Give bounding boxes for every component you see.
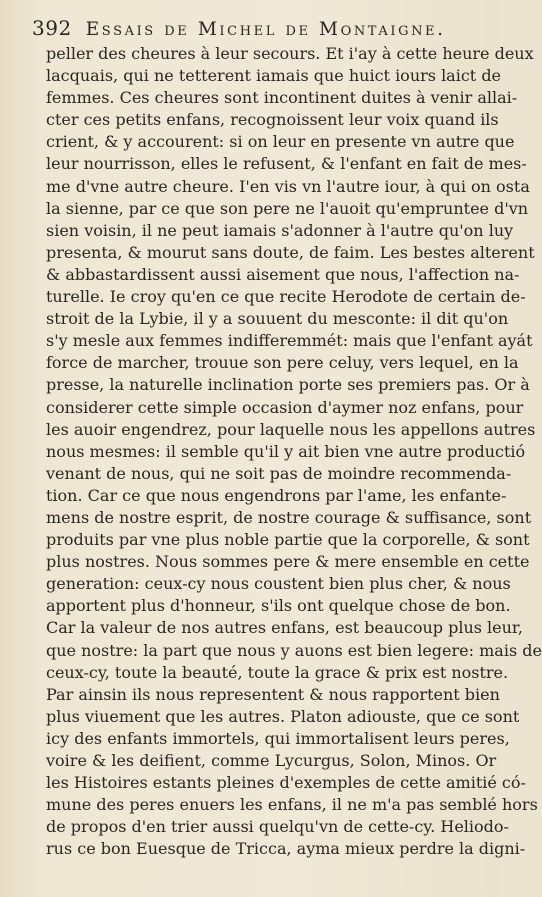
text-line: generation: ceux-cy nous coustent bien plus cher, & nous	[46, 574, 511, 594]
text-line: s'y mesle aux femmes indifferemmét: mais que l'enfant ayát	[46, 331, 533, 351]
text-line: tion. Car ce que nous engendrons par l'ame, les enfante-	[46, 485, 507, 505]
text-line: lacquais, qui ne tetterent iamais que huict iours laict de	[46, 66, 502, 86]
text-line: icy des enfants immortels, qui immortalisent leurs peres,	[46, 728, 510, 748]
text-line: produits par vne plus noble partie que la corporelle, & sont	[46, 530, 530, 550]
text-line: Car la valeur de nos autres enfans, est beaucoup plus leur,	[46, 618, 523, 638]
text-line: & abbastardissent aussi aisement que nous, l'affection na-	[46, 264, 520, 284]
text-line: venant de nous, qui ne soit pas de moindre recommenda-	[46, 463, 512, 483]
text-line: leur nourrisson, elles le refusent, & l'enfant en fait de mes-	[46, 154, 527, 174]
running-title: Essais de Michel de Montaigne.	[85, 19, 446, 40]
text-line: voire & les deifient, comme Lycurgus, Solon, Minos. Or	[46, 751, 497, 770]
text-line: nous mesmes: il semble qu'il y ait bien vne autre productió	[46, 441, 526, 461]
text-line: les Histoires estants pleines d'exemples de cette amitié có-	[46, 773, 526, 793]
text-line: presenta, & mourut sans doute, de faim. Les bestes alterent	[46, 242, 535, 262]
text-line: cter ces petits enfans, recognoissent leur voix quand ils	[46, 110, 499, 130]
text-line: les auoir engendrez, pour laquelle nous les appellons autres	[46, 419, 536, 439]
text-line: ceux-cy, toute la beauté, toute la grace & prix est nostre.	[46, 662, 509, 682]
text-line: force de marcher, trouue son pere celuy, vers lequel, en la	[46, 353, 519, 373]
text-line: plus nostres. Nous sommes pere & mere ensemble en cette	[46, 552, 530, 572]
text-line: apportent plus d'honneur, s'ils ont quelque chose de bon.	[46, 596, 511, 616]
body-text	[46, 43, 542, 860]
text-line: rus ce bon Euesque de Tricca, ayma mieux perdre la digni-	[46, 839, 526, 859]
text-line: crient, & y accourent: si on leur en presente vn autre que	[46, 132, 515, 152]
text-line: mens de nostre esprit, de nostre courage & suffisance, sont	[46, 507, 532, 527]
text-line: me d'vne autre cheure. I'en vis vn l'autre iour, à qui on osta	[46, 176, 530, 196]
text-line: la sienne, par ce que son pere ne l'auoit qu'empruntee d'vn	[46, 198, 529, 218]
text-line: sien voisin, il ne peut iamais s'adonner à l'autre qu'on luy	[46, 220, 514, 240]
text-line: mune des peres enuers les enfans, il ne m'a pas semblé hors	[46, 795, 538, 815]
text-line: peller des cheures à leur secours. Et i'ay à cette heure deux	[46, 44, 534, 63]
text-line: de propos d'en trier aussi quelqu'vn de cette-cy. Heliodo-	[46, 817, 509, 837]
page-header	[32, 16, 492, 44]
text-line: plus viuement que les autres. Platon adiouste, que ce sont	[46, 706, 520, 726]
text-line: Par ainsin ils nous representent & nous rapportent bien	[46, 684, 500, 704]
text-line: femmes. Ces cheures sont incontinent duites à venir allai-	[46, 88, 518, 108]
text-line: que nostre: la part que nous y auons est bien legere: mais de	[46, 640, 542, 660]
text-line: turelle. Ie croy qu'en ce que recite Herodote de certain de-	[46, 287, 526, 307]
text-line: considerer cette simple occasion d'aymer noz enfans, pour	[46, 397, 524, 417]
text-line: presse, la naturelle inclination porte ses premiers pas. Or à	[46, 375, 530, 395]
page-number: 392	[32, 16, 72, 40]
text-line: stroit de la Lybie, il y a souuent du mesconte: il dit qu'on	[46, 309, 509, 329]
